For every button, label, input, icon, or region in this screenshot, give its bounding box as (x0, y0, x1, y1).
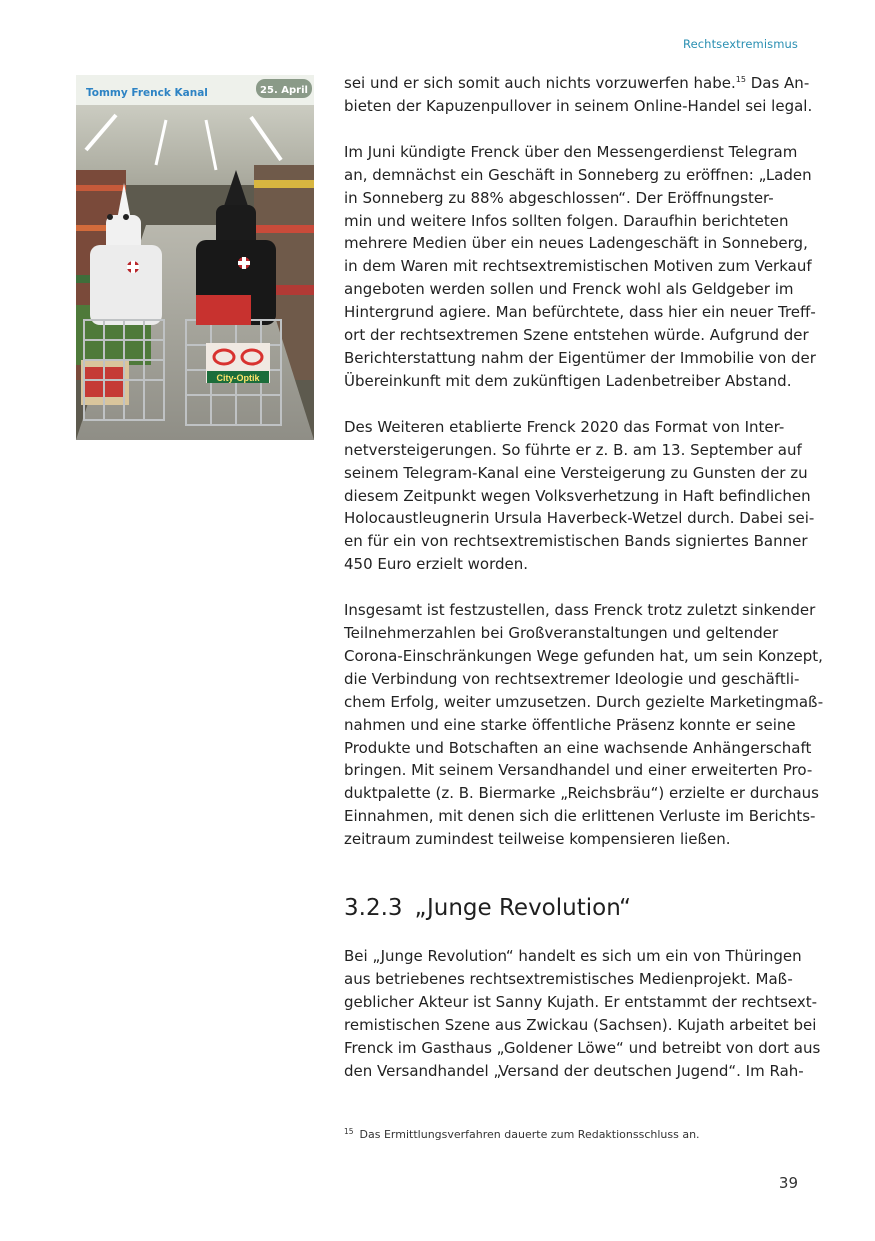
footnote-text: Das Ermittlungsverfahren dauerte zum Redaktionsschluss an. (359, 1128, 700, 1141)
text-line: 450 Euro erzielt worden. (344, 555, 529, 574)
text-line: die Verbindung von rechtsextremer Ideologie und geschäftli- (344, 669, 800, 688)
text-line: an, demnächst ein Geschäft in Sonneberg zu eröffnen: „Laden (344, 165, 812, 184)
paragraph-1 (344, 72, 813, 118)
text-line: Berichterstattung nahm der Eigentümer der Immobilie von der (344, 348, 816, 367)
text-line: Insgesamt ist festzustellen, dass Frenck trotz zuletzt sinkender (344, 601, 816, 620)
section-heading (344, 893, 804, 923)
page-number: 39 (778, 1174, 798, 1192)
photo-date-badge: 25. April (260, 85, 308, 96)
section-number: 3.2.3 (344, 895, 403, 922)
text-line: remistischen Szene aus Zwickau (Sachsen). Kujath arbeitet bei (344, 1015, 817, 1034)
text-line: Corona-Einschränkungen Wege gefunden hat, um sein Konzept, (344, 646, 823, 665)
article-photo (76, 75, 314, 440)
text-line: chem Erfolg, weiter umzusetzen. Durch gezielte Marketingmaß- (344, 692, 824, 711)
text-line: seinem Telegram-Kanal eine Versteigerung zu Gunsten der zu (344, 463, 808, 482)
text-line: en für ein von rechtsextremistischen Bands signiertes Banner (344, 532, 808, 551)
text-line: aus betriebenes rechtsextremistisches Medienprojekt. Maß- (344, 970, 793, 988)
text-line: angeboten werden sollen und Frenck wohl als Geldgeber im (344, 280, 794, 299)
text-line: Hintergrund agiere. Man befürchtete, dass hier ein neuer Treff- (344, 303, 816, 322)
text-line: Produkte und Botschaften an eine wachsende Anhängerschaft (344, 738, 812, 757)
text-line: netversteigerungen. So führte er z. B. am 13. September auf (344, 440, 802, 459)
paragraph-4 (344, 599, 824, 851)
text-line: geblicher Akteur ist Sanny Kujath. Er entstammt der rechtsext- (344, 992, 818, 1011)
text-line: bieten der Kapuzenpullover in seinem Online-Handel sei legal. (344, 96, 813, 115)
running-header: Rechtsextremismus (683, 37, 798, 51)
text-line: den Versandhandel „Versand der deutschen Jugend“. Im Rah- (344, 1061, 804, 1080)
text-line: in Sonneberg zu 88% abgeschlossen“. Der Eröffnungster- (344, 188, 774, 207)
photo-channel-label: Tommy Frenck Kanal (86, 87, 208, 99)
main-text-column (344, 72, 824, 1106)
text-line: Übereinkunft mit dem zukünftigen Ladenbetreiber Abstand. (344, 371, 792, 390)
footnote-mark: 15 (344, 1127, 354, 1136)
text-line: sei und er sich somit auch nichts vorzuwerfen habe.$^{15}$ Das An- (344, 74, 810, 92)
text-line: Bei „Junge Revolution“ handelt es sich um ein von Thüringen (344, 947, 802, 966)
text-line: mehrere Medien über ein neues Ladengeschäft in Sonneberg, (344, 234, 808, 253)
text-line: min und weitere Infos sollten folgen. Daraufhin berichteten (344, 211, 789, 230)
text-line: ort der rechtsextremen Szene entstehen würde. Aufgrund der (344, 326, 809, 345)
text-line: diesem Zeitpunkt wegen Volksverhetzung in Haft befindlichen (344, 486, 811, 505)
text-line: Teilnehmerzahlen bei Großveranstaltungen und geltender (344, 624, 779, 643)
text-line: bringen. Mit seinem Versandhandel und einer erweiterten Pro- (344, 761, 813, 780)
section-title: „Junge Revolution“ (414, 895, 632, 922)
paragraph-2 (344, 141, 816, 393)
text-line: zeitraum zumindest teilweise kompensieren ließen. (344, 830, 731, 849)
text-line: Des Weiteren etablierte Frenck 2020 das Format von Inter- (344, 417, 785, 436)
cart-sign-label: City-Optik (216, 373, 260, 383)
text-line: in dem Waren mit rechtsextremistischen Motiven zum Verkauf (344, 257, 812, 276)
text-line: Einnahmen, mit denen sich die erlittenen Verluste im Berichts- (344, 807, 816, 826)
paragraph-3 (344, 416, 815, 576)
footnote-reference[interactable]: 15 (735, 75, 746, 84)
text-line: duktpalette (z. B. Biermarke „Reichsbräu“) erzielte er durchaus (344, 784, 819, 803)
footnote (344, 1127, 700, 1141)
text-line: Frenck im Gasthaus „Goldener Löwe“ und betreibt von dort aus (344, 1038, 821, 1057)
text-line: Im Juni kündigte Frenck über den Messengerdienst Telegram (344, 142, 798, 161)
text-line: Holocaustleugnerin Ursula Haverbeck-Wetzel durch. Dabei sei- (344, 509, 815, 528)
text-line: nahmen und eine starke öffentliche Präsenz konnte er seine (344, 715, 796, 734)
section-paragraph (344, 945, 821, 1082)
